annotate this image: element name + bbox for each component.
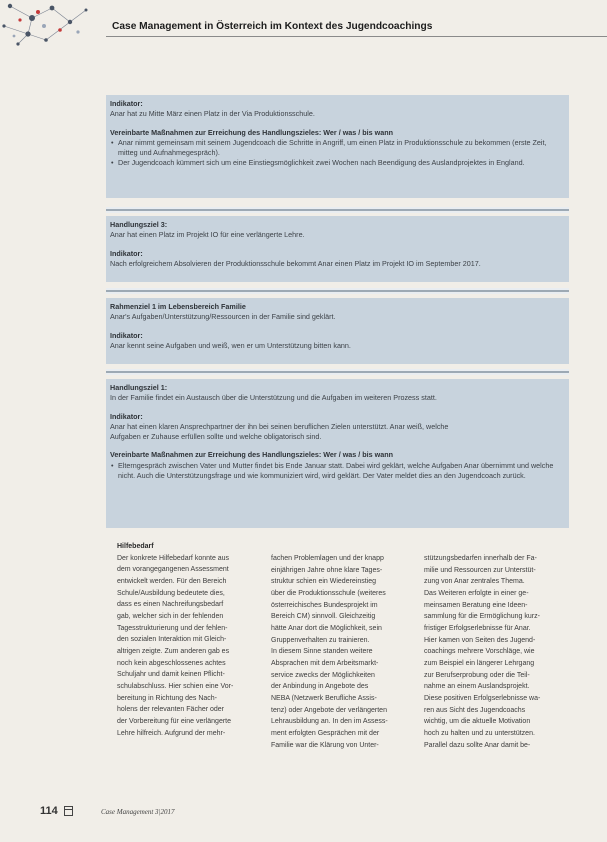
body-line: Parallel dazu sollte Anar damit be- (424, 741, 531, 749)
bullet-item: • Elterngespräch zwischen Vater und Mutter findet bis Ende Januar statt. Dabei wird geklärt, welche Aufgaben Anar übernimmt und welche nicht. Auch die Unterstützungsfrage und wie kommuniziert wird, wird geklärt. Der Vater meldet dies an den Jugendcoach zurück. (110, 461, 565, 482)
body-line: zum Beispiel ein längerer Lehrgang (424, 659, 535, 667)
panel-text: Anar's Aufgaben/Unterstützung/Ressourcen in der Familie sind geklärt. (110, 312, 336, 322)
panel-heading: Indikator: (110, 248, 143, 258)
body-line: holens der relevanten Fächer oder (117, 706, 225, 714)
section-heading: Hilfebedarf (117, 543, 154, 550)
body-line: österreichisches Bundesprojekt im (271, 601, 378, 609)
panel-text: Anar hat zu Mitte März einen Platz in der Via Produktionsschule. (110, 109, 315, 119)
body-line: nahme an einem Auslandsprojekt. (424, 683, 530, 691)
body-line: dem vorangegangenen Assessment (117, 566, 229, 574)
panel-heading: Vereinbarte Maßnahmen zur Erreichung des Handlungszieles: Wer / was / bis wann (110, 127, 394, 137)
body-line: Tagesstrukturierung und der fehlen- (117, 624, 228, 632)
network-decoration-icon (0, 0, 110, 50)
body-line: hätte Anar dort die Möglichkeit, sein (271, 624, 382, 632)
calendar-icon (64, 806, 73, 816)
body-line: über die Produktionsschule (weiteres (271, 589, 386, 597)
body-line: der Vorbereitung für eine verlängerte (117, 717, 232, 725)
text-column-2 (271, 553, 417, 751)
info-panel-2 (106, 216, 569, 282)
info-panel-3 (106, 298, 569, 364)
journal-source: Case Management 3|2017 (101, 808, 175, 816)
panel-text: In der Familie findet ein Austausch über die Unterstützung und die Aufgaben im weiteren Prozess statt. (110, 393, 437, 403)
bullet-list (110, 461, 565, 482)
body-line: stützungsbedarfen innerhalb der Fa- (424, 555, 537, 562)
body-line: gab, welcher sich in der fehlenden (117, 612, 224, 620)
body-line: Absprachen mit dem Arbeitsmarkt- (271, 659, 379, 667)
body-line: entwickelt werden. Für den Bereich (117, 577, 227, 585)
body-line: struktur schien ein Wiedereinstieg (271, 578, 377, 586)
body-line: fachen Problemlagen und der knapp (271, 555, 384, 562)
body-line: ren aus Sicht des Jugendcoachs (424, 706, 526, 714)
panel-heading: Indikator: (110, 411, 143, 421)
body-line: einjährigen Jahre ohne klare Tages- (271, 566, 383, 574)
body-line: altrigen zeigte. Zum anderen gab es (117, 647, 230, 655)
panel-separator (106, 288, 569, 294)
panel-heading: Rahmenziel 1 im Lebensbereich Familie (110, 302, 246, 311)
body-line: Schuljahr und damit keinen Pflicht- (117, 671, 225, 679)
body-line: Das Weiteren erfolgte in einer ge- (424, 589, 529, 597)
panel-text: Nach erfolgreichem Absolvieren der Produktionsschule bekommt Anar einen Platz im Projekt IO im September 2017. (110, 258, 481, 268)
page-number: 114 (40, 805, 58, 817)
body-line: hoch zu halten und zu unterstützen. (424, 729, 535, 737)
body-line: service zwecks der Möglichkeiten (271, 671, 375, 679)
body-line: bereitung in Richtung des Nach- (117, 694, 218, 702)
body-line: sammlung für die Ermöglichung kurz- (424, 613, 540, 621)
running-header: Case Management in Österreich im Kontext des Jugendcoachings (112, 21, 433, 32)
body-line: Lehre hilfreich. Aufgrund der mehr- (117, 729, 226, 737)
body-line: Lehrausbildung an. In den im Assess- (271, 718, 388, 726)
panel-text: Anar hat einen Platz im Projekt IO für eine verlängerte Lehre. (110, 230, 305, 240)
body-line: schulabschluss. Hier schien eine Vor- (117, 682, 234, 690)
panel-separator (106, 207, 569, 213)
body-line: coachings mehrere Vorschläge, wie (424, 648, 535, 656)
header-divider (106, 36, 607, 37)
panel-text: Anar hat einen klaren Ansprechpartner der ihn bei seinen beruflichen Zielen unterstützt. Anar weiß, welche (110, 421, 449, 431)
body-line: noch kein abgeschlossenes achtes (117, 659, 226, 667)
panel-heading: Indikator: (110, 99, 143, 108)
body-line: Hier kamen von Seiten des Jugend- (424, 636, 536, 644)
panel-heading: Handlungsziel 1: (110, 383, 168, 392)
body-line: der Anbindung in Angebote des (271, 683, 369, 691)
body-line: zur Berufserprobung oder die Teil- (424, 671, 530, 679)
body-line: ment erfolgten Gesprächen mit der (271, 729, 380, 737)
body-line: den sozialen Interaktion mit Gleich- (117, 636, 227, 644)
info-panel-4 (106, 379, 569, 528)
info-panel-1 (106, 95, 569, 198)
body-line: Familie war die Klärung von Unter- (271, 741, 379, 749)
panel-heading: Indikator: (110, 330, 143, 340)
body-line: tenz) oder Angebote der verlängerten (271, 706, 387, 714)
body-line: meinsamen Beratung eine Ideen- (424, 601, 528, 609)
body-line: Schule/Ausbildung bedeutete dies, (117, 589, 225, 597)
panel-heading: Handlungsziel 3: (110, 220, 168, 229)
panel-text: Anar kennt seine Aufgaben und weiß, wen er um Unterstützung bitten kann. (110, 340, 351, 350)
panel-separator (106, 369, 569, 375)
body-line: milie und Ressourcen zur Unterstüt- (424, 566, 536, 574)
text-column-1 (117, 541, 263, 739)
body-line: zung von Anar zentrales Thema. (424, 578, 525, 586)
body-line: fristiger Erfolgserlebnisse für Anar. (424, 624, 531, 632)
body-line: NEBA (Netzwerk Berufliche Assis- (271, 694, 377, 702)
bullet-item: • Der Jugendcoach kümmert sich um eine Einstiegsmöglichkeit zwei Wochen nach Beendigung des Auslandprojektes in England. (110, 158, 565, 168)
body-line: In diesem Sinne standen weitere (271, 648, 373, 656)
body-line: Bereich CM) sinnvoll. Gleichzeitig (271, 613, 376, 621)
panel-heading: Vereinbarte Maßnahmen zur Erreichung des Handlungszieles: Wer / was / bis wann (110, 450, 394, 460)
body-line: dass es einen Nachreifungsbedarf (117, 601, 224, 609)
body-line: Gruppenverhalten zu trainieren. (271, 636, 370, 644)
body-line: Diese positiven Erfolgserlebnisse wa- (424, 694, 541, 702)
bullet-item: • Anar nimmt gemeinsam mit seinem Jugendcoach die Schritte in Angriff, um einen Platz in Produktionsschule zu bekommen (erste Zeit, mitteg und Aufnahmegespräch). (110, 138, 565, 159)
body-line: wichtig, um die aktuelle Motivation (424, 718, 531, 726)
bullet-list (110, 138, 565, 169)
panel-text: Aufgaben er Zuhause erfüllen sollte und welche obligatorisch sind. (110, 432, 322, 442)
text-column-3 (424, 553, 570, 751)
body-line: Der konkrete Hilfebedarf konnte aus (117, 554, 230, 562)
